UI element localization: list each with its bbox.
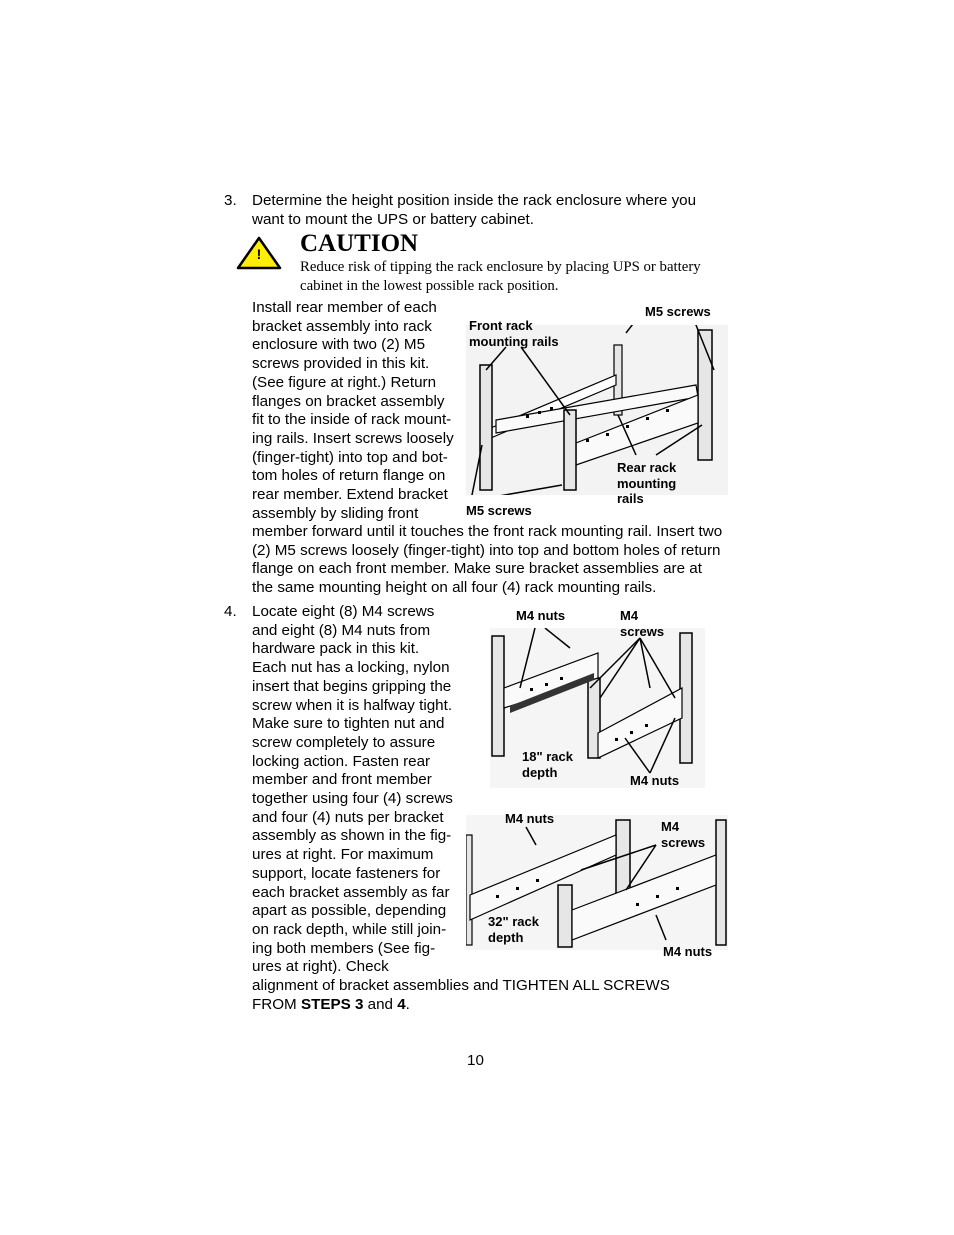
- step-4-text-line: ures at right. For maximum: [252, 846, 434, 864]
- step-4-text-line: and four (4) nuts per bracket: [252, 808, 444, 826]
- step-4-text-line: apart as possible, depending: [252, 902, 447, 920]
- step-4-text-line: insert that begins gripping the: [252, 677, 452, 695]
- step-4-text-line: screw completely to assure: [252, 733, 436, 751]
- final-mid: and: [363, 996, 398, 1013]
- install-text-line: bracket assembly into rack: [252, 317, 432, 335]
- step-4-text-line: Each nut has a locking, nylon: [252, 659, 450, 677]
- caution-body: Reduce risk of tipping the rack enclosure by placing UPS or battery cabinet in the lowest possible rack position.: [300, 259, 701, 294]
- label-m4-nuts-top-18: M4 nuts: [516, 608, 566, 623]
- install-text-line: ing rails. Insert screws loosely: [252, 429, 454, 447]
- label-m4-nuts-bottom-32: M4 nuts: [663, 944, 713, 959]
- step-4-text-line: on rack depth, while still join-: [252, 920, 447, 938]
- label-m4-nuts-bottom-18: M4 nuts: [630, 773, 680, 788]
- step-4-text-line: together using four (4) screws: [252, 790, 453, 808]
- step-4-text-line: locking action. Fasten rear: [252, 752, 431, 770]
- label-front-rack-rails: Front rack mounting rails: [469, 318, 559, 349]
- final-prefix: FROM: [252, 996, 301, 1013]
- step-4-number: 4.: [224, 603, 237, 620]
- step-4-text-line: Make sure to tighten nut and: [252, 715, 445, 733]
- step-4-text-line: screw when it is halfway tight.: [252, 696, 453, 714]
- install-text-continuation: member forward until it touches the front rack mounting rail. Insert two (2) M5 screws loosely (finger-tight) into top and bottom holes of return flange on each front member. Make sure bracket assemblies are at the same mounting height on all four (4) rack mounting rails.: [252, 523, 723, 597]
- install-text-line: tom holes of return flange on: [252, 467, 446, 485]
- install-text-line: (See figure at right.) Return: [252, 373, 437, 391]
- install-text-line: screws provided in this kit.: [252, 355, 430, 373]
- label-32in-rack-depth: 32" rack depth: [488, 914, 539, 945]
- install-text-line: rear member. Extend bracket: [252, 486, 448, 504]
- final-end: .: [405, 996, 410, 1013]
- step-4-text-line: and eight (8) M4 nuts from: [252, 621, 431, 639]
- step-4-text-line: each bracket assembly as far: [252, 883, 450, 901]
- install-text-line: assembly by sliding front: [252, 504, 419, 522]
- step-4-final-line1: alignment of bracket assemblies and TIGHTEN ALL SCREWS: [252, 977, 670, 994]
- step-4-text-line: hardware pack in this kit.: [252, 640, 420, 658]
- step-4-text-column: [252, 603, 467, 977]
- warning-exclamation: !: [256, 246, 262, 262]
- label-m4-screws-18: M4 screws: [620, 608, 665, 639]
- install-text-line: Install rear member of each: [252, 299, 437, 316]
- install-text-line: enclosure with two (2) M5: [252, 336, 426, 354]
- final-bold-4: 4: [397, 996, 406, 1013]
- step-4-text-line: assembly as shown in the fig-: [252, 827, 452, 845]
- label-m4-screws-32: M4 screws: [661, 819, 706, 850]
- step-4-text-line: Locate eight (8) M4 screws: [252, 603, 435, 620]
- step-3-text: Determine the height position inside the rack enclosure where you want to mount the UPS or battery cabinet.: [252, 192, 697, 228]
- step-4-text-line: member and front member: [252, 771, 432, 789]
- step-4-text-line: ures at right). Check: [252, 958, 389, 976]
- page-number: 10: [467, 1052, 484, 1069]
- final-bold-steps3: STEPS 3: [300, 996, 364, 1013]
- label-m5-screws-bottom: M5 screws: [466, 503, 532, 518]
- step-3-number: 3.: [224, 192, 237, 209]
- step-4-text-line: support, locate fasteners for: [252, 864, 441, 882]
- label-18in-rack-depth: 18" rack depth: [522, 749, 573, 780]
- install-text-line: fit to the inside of rack mount-: [252, 411, 452, 429]
- label-rear-rack-rails: Rear rack mounting rails: [617, 460, 677, 506]
- step-4-text-line: ing both members (See fig-: [252, 939, 436, 957]
- caution-title: CAUTION: [300, 230, 419, 257]
- install-text-line: (finger-tight) into top and bot-: [252, 448, 448, 466]
- label-m4-nuts-top-32: M4 nuts: [505, 811, 555, 826]
- step-4-final-line2: [252, 996, 732, 1015]
- install-text-column: [252, 299, 462, 523]
- install-text-line: flanges on bracket assembly: [252, 392, 445, 410]
- label-m5-screws-top: M5 screws: [645, 304, 711, 319]
